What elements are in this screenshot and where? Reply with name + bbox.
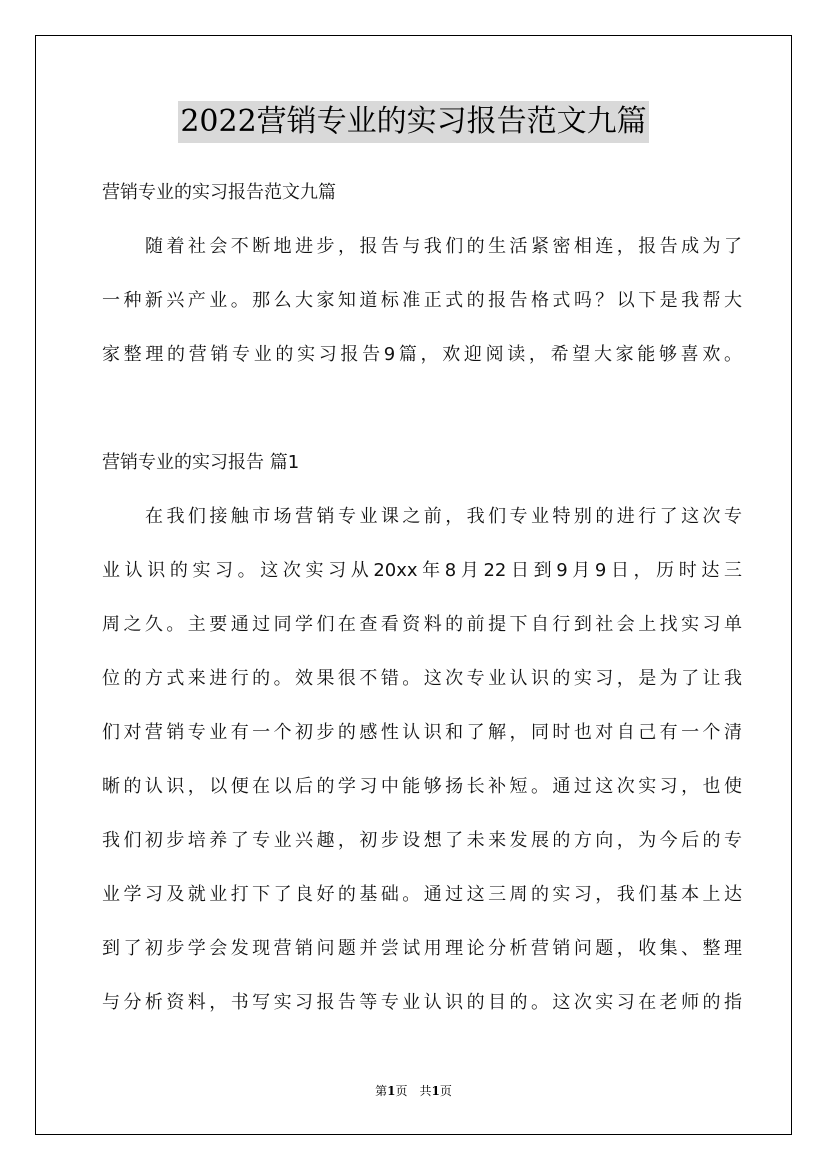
page-number-current: 1: [387, 1084, 396, 1098]
intro-line: 一种新兴产业。那么大家知道标准正式的报告格式吗？以下是我帮大: [102, 290, 742, 311]
intro-line: 随着社会不断地进步，报告与我们的生活紧密相连，报告成为了: [145, 236, 742, 257]
body-line: 位的方式来进行的。效果很不错。这次专业认识的实习，是为了让我: [102, 668, 742, 689]
page-number-prefix: 第: [375, 1084, 388, 1098]
page-number-total: 1: [431, 1084, 440, 1098]
body-line: 业认识的实习。这次实习从20xx年8月22日到9月9日，历时达三: [102, 560, 742, 581]
section-heading: 营销专业的实习报告 篇1: [102, 452, 300, 473]
body-line: 业学习及就业打下了良好的基础。通过这三周的实习，我们基本上达: [102, 884, 742, 905]
page-footer: [0, 1083, 827, 1099]
document-title: 2022营销专业的实习报告范文九篇: [178, 101, 648, 143]
body-line: 们对营销专业有一个初步的感性认识和了解，同时也对自己有一个清: [102, 722, 742, 743]
document-subtitle: 营销专业的实习报告范文九篇: [102, 182, 336, 203]
body-line: 周之久。主要通过同学们在查看资料的前提下自行到社会上找实习单: [102, 614, 742, 635]
body-line: 在我们接触市场营销专业课之前，我们专业特别的进行了这次专: [145, 506, 742, 527]
body-line: 到了初步学会发现营销问题并尝试用理论分析营销问题，收集、整理: [102, 938, 742, 959]
page-number-mid: 页 共: [395, 1084, 432, 1098]
body-line: 与分析资料，书写实习报告等专业认识的目的。这次实习在老师的指: [102, 992, 742, 1013]
body-line: 晰的认识，以便在以后的学习中能够扬长补短。通过这次实习，也使: [102, 776, 742, 797]
title-container: [0, 101, 827, 143]
body-line: 我们初步培养了专业兴趣，初步设想了未来发展的方向，为今后的专: [102, 830, 742, 851]
intro-line: 家整理的营销专业的实习报告9篇，欢迎阅读，希望大家能够喜欢。: [102, 344, 742, 365]
page-number-suffix: 页: [439, 1084, 452, 1098]
